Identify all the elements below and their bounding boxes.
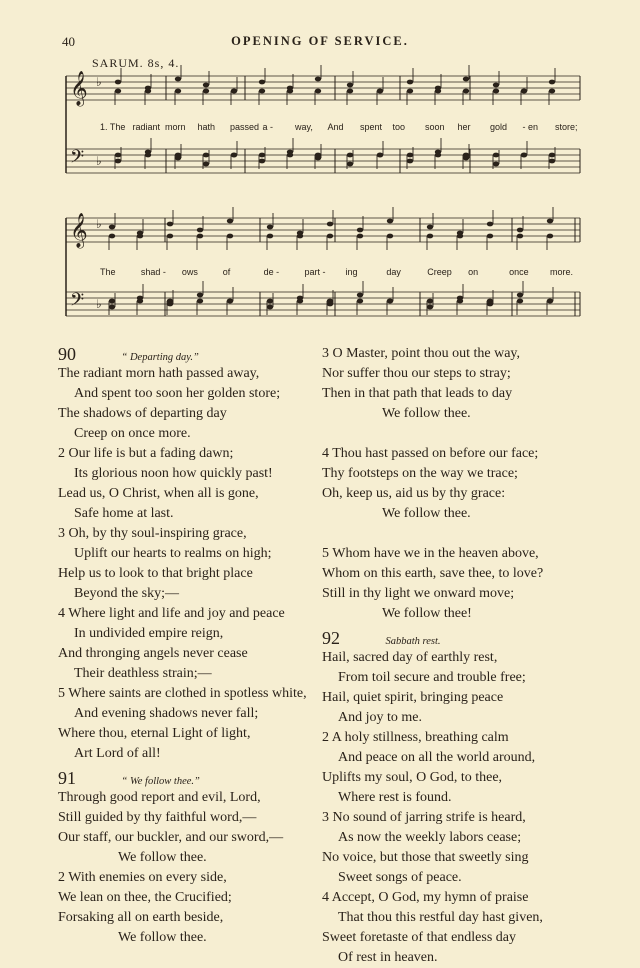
- verse-line: We follow thee.: [118, 850, 207, 865]
- note-head: [327, 234, 333, 239]
- lyric-syllable: radiant: [132, 122, 161, 132]
- note-head: [517, 299, 523, 304]
- flat-icon: ♭: [96, 217, 102, 231]
- verse-line: Forsaking all on earth beside,: [58, 910, 224, 925]
- verse-line: 2 Our life is but a fading dawn;: [58, 446, 234, 461]
- treble-clef-icon: 𝄞: [70, 213, 88, 248]
- note-head: [487, 222, 493, 227]
- note-head: [463, 153, 469, 158]
- lyric-syllable: And: [327, 122, 344, 132]
- verse-line: Its glorious noon how quickly past!: [74, 466, 273, 481]
- verse-line: Creep on once more.: [74, 426, 191, 441]
- verse-line: And evening shadows never fall;: [74, 706, 259, 721]
- verse-line: 4 Thou hast passed on before our face;: [322, 446, 539, 461]
- note-head: [203, 162, 209, 167]
- lyric-syllable: 1. The: [100, 122, 126, 132]
- verse-line: Thy footsteps on the way we trace;: [322, 466, 518, 481]
- page-number: 40: [62, 34, 75, 49]
- note-head: [267, 299, 273, 304]
- note-head: [347, 162, 353, 167]
- verse-line: Oh, keep us, aid us by thy grace:: [322, 486, 506, 501]
- left-column: [58, 344, 323, 948]
- verse-line: 3 Oh, by thy soul-inspiring grace,: [58, 526, 247, 541]
- note-head: [457, 234, 463, 239]
- hymn-subtitle: Sabbath rest.: [385, 636, 441, 647]
- lyric-syllable: too: [392, 122, 406, 132]
- lyric-syllable: more.: [550, 267, 574, 277]
- verse-line: The shadows of departing day: [58, 406, 227, 421]
- note-head: [231, 153, 237, 158]
- verse-line: We follow thee.: [382, 406, 471, 421]
- verse-line: That thou this restful day hast given,: [338, 910, 543, 925]
- lyric-syllable: ing: [345, 267, 358, 277]
- note-head: [457, 299, 463, 304]
- hymn-91-continued: [322, 344, 622, 624]
- lyric-syllable: - en: [522, 122, 539, 132]
- note-head: [145, 153, 151, 158]
- verse-line: 2 A holy stillness, breathing calm: [322, 730, 509, 745]
- note-head: [427, 305, 433, 310]
- lyric-syllable: part -: [304, 267, 326, 277]
- note-head: [115, 153, 121, 158]
- verse-line: And joy to me.: [338, 710, 422, 725]
- note-head: [547, 299, 553, 304]
- verse-line: And peace on all the world around,: [338, 750, 536, 765]
- hymn-92-text: [322, 648, 622, 968]
- note-head: [547, 219, 553, 224]
- note-head: [427, 299, 433, 304]
- note-head: [407, 159, 413, 164]
- verse-line: Through good report and evil, Lord,: [58, 790, 261, 805]
- verse-line: We follow thee.: [382, 506, 471, 521]
- treble-clef-icon: 𝄞: [70, 71, 88, 106]
- note-head: [137, 299, 143, 304]
- note-head: [315, 153, 321, 158]
- note-head: [109, 234, 115, 239]
- lyric-syllable: day: [386, 267, 401, 277]
- hymn-number: 92: [322, 628, 340, 648]
- note-head: [347, 83, 353, 88]
- verse-line: Uplift our hearts to realms on high;: [74, 546, 272, 561]
- music-score: [0, 0, 640, 345]
- verse-line: 4 Where light and life and joy and peace: [58, 606, 285, 621]
- note-head: [259, 153, 265, 158]
- verse-line: 5 Where saints are clothed in spotless white,: [58, 686, 307, 701]
- hymn-number: 90: [58, 344, 76, 364]
- note-head: [227, 234, 233, 239]
- verse-line: In undivided empire reign,: [74, 626, 224, 641]
- note-head: [493, 89, 499, 94]
- lyric-syllable: The: [100, 267, 116, 277]
- note-head: [547, 234, 553, 239]
- note-head: [549, 159, 555, 164]
- verse-line: Our staff, our buckler, and our sword,—: [58, 830, 284, 845]
- note-head: [435, 153, 441, 158]
- verse-line: Uplifts my soul, O God, to thee,: [322, 770, 503, 785]
- hymn-90-heading: [58, 344, 323, 364]
- flat-icon: ♭: [96, 154, 102, 168]
- verse-line: Of rest in heaven.: [338, 950, 438, 965]
- note-head: [327, 222, 333, 227]
- note-head: [203, 89, 209, 94]
- hymn-subtitle: “ Departing day.”: [121, 352, 199, 363]
- verse-line: And spent too soon her golden store;: [74, 386, 281, 401]
- verse-line: 4 Accept, O God, my hymn of praise: [322, 890, 529, 905]
- note-head: [407, 80, 413, 85]
- note-head: [549, 80, 555, 85]
- lyric-syllable: of: [222, 267, 231, 277]
- lyric-syllable: de -: [263, 267, 280, 277]
- note-head: [521, 153, 527, 158]
- lyric-syllable: store;: [555, 122, 578, 132]
- hymn-subtitle: “ We follow thee.”: [121, 776, 200, 787]
- note-head: [145, 89, 151, 94]
- note-head: [517, 293, 523, 298]
- note-head: [347, 89, 353, 94]
- note-head: [167, 234, 173, 239]
- note-head: [549, 153, 555, 158]
- note-head: [517, 228, 523, 233]
- verse-line: 5 Whom have we in the heaven above,: [322, 546, 539, 561]
- note-head: [109, 305, 115, 310]
- flat-icon: ♭: [96, 75, 102, 89]
- verse-line: [322, 524, 622, 544]
- note-head: [197, 299, 203, 304]
- verse-line: The radiant morn hath passed away,: [58, 366, 260, 381]
- note-head: [357, 299, 363, 304]
- verse-line: Still guided by thy faithful word,—: [58, 810, 257, 825]
- verse-line: Nor suffer thou our steps to stray;: [322, 366, 511, 381]
- note-head: [227, 219, 233, 224]
- note-head: [435, 89, 441, 94]
- note-head: [521, 89, 527, 94]
- lyric-syllable: gold: [490, 122, 508, 132]
- note-head: [427, 225, 433, 230]
- note-head: [115, 89, 121, 94]
- note-head: [259, 89, 265, 94]
- lyric-syllable: morn: [165, 122, 186, 132]
- note-head: [407, 89, 413, 94]
- note-head: [259, 159, 265, 164]
- note-head: [287, 89, 293, 94]
- verse-line: Beyond the sky;—: [74, 586, 179, 601]
- verse-line: Still in thy light we onward move;: [322, 586, 515, 601]
- verse-line: Where rest is found.: [338, 790, 452, 805]
- verse-line: Whom on this earth, save thee, to love?: [322, 566, 544, 581]
- note-head: [203, 83, 209, 88]
- flat-icon: ♭: [96, 297, 102, 311]
- verse-line: Where thou, eternal Light of light,: [58, 726, 251, 741]
- note-head: [267, 225, 273, 230]
- lyric-syllable: hath: [197, 122, 216, 132]
- hymn-number: 91: [58, 768, 76, 788]
- lyric-syllable: ows: [181, 267, 198, 277]
- note-head: [227, 299, 233, 304]
- verse-line: Their deathless strain;—: [74, 666, 212, 681]
- verse-line: And thronging angels never cease: [58, 646, 248, 661]
- note-head: [315, 89, 321, 94]
- note-head: [549, 89, 555, 94]
- note-head: [137, 234, 143, 239]
- verse-line: From toil secure and trouble free;: [338, 670, 526, 685]
- verse-line: As now the weekly labors cease;: [338, 830, 522, 845]
- note-head: [347, 153, 353, 158]
- note-head: [287, 153, 293, 158]
- note-head: [493, 162, 499, 167]
- note-head: [463, 89, 469, 94]
- verse-line: Hail, sacred day of earthly rest,: [322, 650, 498, 665]
- note-head: [487, 234, 493, 239]
- note-head: [167, 222, 173, 227]
- note-head: [387, 299, 393, 304]
- note-head: [297, 299, 303, 304]
- hymn-92-heading: [322, 628, 622, 648]
- verse-line: We follow thee!: [382, 606, 472, 621]
- verse-line: Art Lord of all!: [74, 746, 161, 761]
- note-head: [327, 299, 333, 304]
- note-head: [197, 228, 203, 233]
- verse-line: Hail, quiet spirit, bringing peace: [322, 690, 504, 705]
- verse-line: [322, 424, 622, 444]
- verse-line: Lead us, O Christ, when all is gone,: [58, 486, 259, 501]
- verse-line: We lean on thee, the Crucified;: [58, 890, 232, 905]
- verse-line: Help us to look to that bright place: [58, 566, 253, 581]
- note-head: [259, 80, 265, 85]
- note-head: [109, 299, 115, 304]
- note-head: [231, 89, 237, 94]
- hymn-91-text: [58, 788, 323, 948]
- lyric-syllable: way,: [295, 122, 313, 132]
- note-head: [267, 234, 273, 239]
- bass-clef-icon: 𝄢: [70, 290, 85, 315]
- lyric-syllable: on: [468, 267, 479, 277]
- note-head: [109, 225, 115, 230]
- lyric-syllable: passed: [230, 122, 260, 132]
- verse-line: Safe home at last.: [74, 506, 174, 521]
- note-head: [387, 234, 393, 239]
- tune-name: SARUM. 8s, 4.: [92, 56, 180, 70]
- note-head: [297, 234, 303, 239]
- verse-line: 2 With enemies on every side,: [58, 870, 227, 885]
- note-head: [377, 89, 383, 94]
- note-head: [493, 83, 499, 88]
- lyric-syllable: her: [457, 122, 471, 132]
- note-head: [175, 77, 181, 82]
- note-head: [115, 159, 121, 164]
- note-head: [517, 234, 523, 239]
- verse-line: Sweet songs of peace.: [338, 870, 462, 885]
- note-head: [175, 89, 181, 94]
- verse-line: We follow thee.: [118, 930, 207, 945]
- lyric-syllable: spent: [360, 122, 383, 132]
- note-head: [407, 153, 413, 158]
- right-column: [322, 344, 622, 968]
- note-head: [387, 219, 393, 224]
- lyric-syllable: once: [509, 267, 529, 277]
- note-head: [377, 153, 383, 158]
- note-head: [197, 234, 203, 239]
- verse-line: Then in that path that leads to day: [322, 386, 513, 401]
- note-head: [493, 153, 499, 158]
- lyric-syllable: soon: [425, 122, 445, 132]
- note-head: [357, 234, 363, 239]
- note-head: [267, 305, 273, 310]
- note-head: [427, 234, 433, 239]
- note-head: [357, 228, 363, 233]
- note-head: [175, 153, 181, 158]
- lyric-syllable: Creep: [427, 267, 452, 277]
- verse-line: Sweet foretaste of that endless day: [322, 930, 516, 945]
- hymn-91-heading: [58, 768, 323, 788]
- hymn-90-text: [58, 364, 323, 764]
- note-head: [115, 80, 121, 85]
- note-head: [167, 299, 173, 304]
- lyric-syllable: shad -: [140, 267, 166, 277]
- page-title: OPENING OF SERVICE.: [231, 34, 409, 48]
- note-head: [487, 299, 493, 304]
- note-head: [203, 153, 209, 158]
- note-head: [315, 77, 321, 82]
- bass-clef-icon: 𝄢: [70, 147, 85, 172]
- note-head: [197, 293, 203, 298]
- lyric-syllable: a -: [262, 122, 274, 132]
- verse-line: 3 O Master, point thou out the way,: [322, 346, 521, 361]
- verse-line: 3 No sound of jarring strife is heard,: [322, 810, 526, 825]
- verse-line: No voice, but those that sweetly sing: [322, 850, 529, 865]
- note-head: [463, 77, 469, 82]
- note-head: [357, 293, 363, 298]
